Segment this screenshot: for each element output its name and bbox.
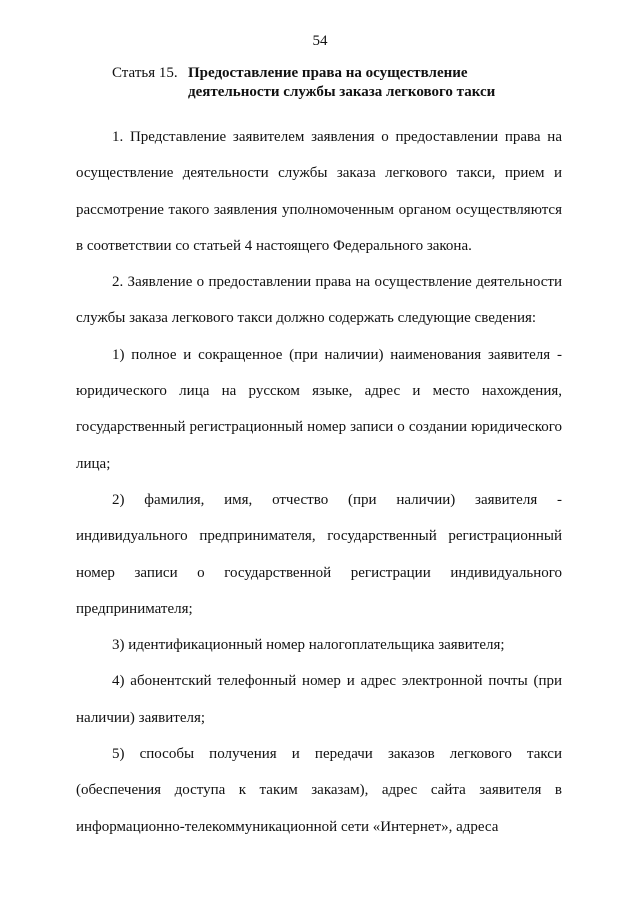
paragraph-2: 2. Заявление о предоставлении права на осуществление деятельности службы заказа легкового такси должно содержать следующие сведения:	[76, 274, 562, 327]
paragraph-item-4: 4) абонентский телефонный номер и адрес электронной почты (при наличии) заявителя;	[76, 673, 562, 726]
paragraph-1: 1. Представление заявителем заявления о предоставлении права на осуществление деятельности службы заказа легкового такси, прием и рассмотрение такого заявления уполномоченным органом осуществляются в соответствии со статьей 4 настоящего Федерального закона.	[76, 129, 562, 254]
article-title-line-2: деятельности службы заказа легкового такси	[188, 84, 496, 100]
paragraph-item-1: 1) полное и сокращенное (при наличии) наименования заявителя - юридического лица на русском языке, адрес и место нахождения, государственный регистрационный номер записи о создании юридического лица;	[76, 346, 562, 472]
article-title-line-1: Предоставление права на осуществление	[188, 65, 468, 81]
article-label: Статья 15.	[112, 65, 178, 81]
paragraph-item-2: 2) фамилия, имя, отчество (при наличии) заявителя - индивидуального предпринимателя, государственный регистрационный номер записи о государственной регистрации индивидуального предпринимателя;	[76, 491, 562, 617]
paragraph-item-5: 5) способы получения и передачи заказов легкового такси (обеспечения доступа к таким заказам), адрес сайта заявителя в информационно-телекоммуникационной сети «Интернет», адреса	[76, 746, 562, 835]
page-number: 54	[312, 33, 328, 49]
article-body	[76, 119, 562, 845]
article-title	[188, 64, 568, 102]
paragraph-item-3: 3) идентификационный номер налогоплательщика заявителя;	[112, 637, 505, 654]
